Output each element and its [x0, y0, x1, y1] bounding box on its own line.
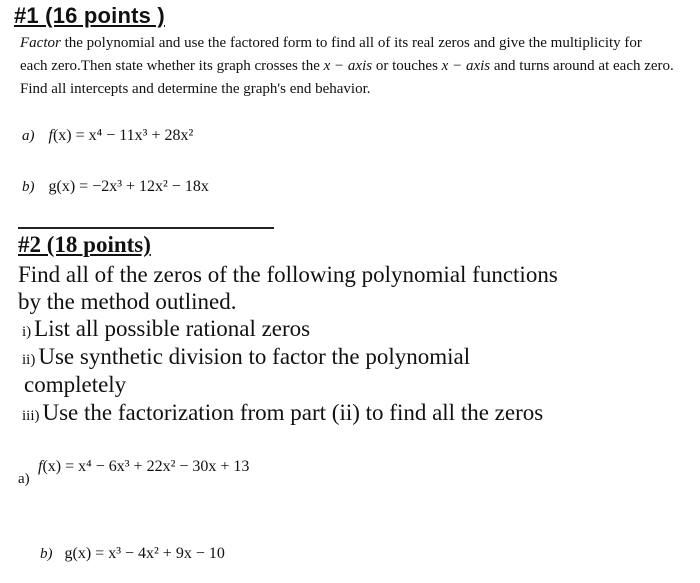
instructions-line2-c: and turns around at each zero. [490, 58, 674, 74]
function-name: g [48, 178, 57, 195]
problem1-instructions-line2 [20, 58, 674, 75]
step-i [22, 316, 310, 342]
expression-rhs: −2x³ + 12x² − 18x [92, 178, 209, 195]
problem2-part-a [38, 458, 249, 476]
problem1-title: #1 (16 points ) [14, 3, 165, 28]
step-iii [22, 400, 543, 426]
expression-lhs: (x) = [42, 458, 79, 475]
part-label: a) [18, 471, 30, 487]
step-text: List all possible rational zeros [34, 316, 311, 341]
step-ii [22, 344, 470, 370]
problem1-instructions-line3: Find all intercepts and determine the graph's end behavior. [20, 81, 371, 97]
problem2-part-a-label [18, 470, 30, 488]
expression-lhs: (x) = [72, 545, 109, 562]
section-divider [18, 227, 274, 229]
expression-lhs: (x) = [52, 127, 89, 144]
problem2-intro-line1: Find all of the zeros of the following polynomial functions [18, 262, 558, 287]
polynomial-expression [49, 178, 209, 195]
expression-rhs: x⁴ − 6x³ + 22x² − 30x + 13 [78, 458, 250, 475]
part-label: b) [40, 546, 53, 562]
expression-rhs: x³ − 4x² + 9x − 10 [108, 545, 225, 562]
function-name: f [38, 458, 43, 475]
step-text: Use the factorization from part (ii) to find all the zeros [42, 400, 544, 425]
step-roman: iii) [22, 408, 40, 424]
problem1-part-b [22, 178, 209, 196]
expression-rhs: x⁴ − 11x³ + 28x² [88, 127, 194, 144]
factor-word: Factor [20, 35, 61, 51]
problem1-part-a [22, 127, 193, 145]
instructions-line2-a: each zero.Then state whether its graph crosses the [20, 58, 324, 74]
x-axis-term: x − axis [323, 58, 373, 74]
part-label: b) [22, 179, 35, 195]
expression-lhs: (x) = [56, 178, 93, 195]
polynomial-expression [49, 127, 194, 144]
step-roman: i) [22, 324, 32, 340]
x-axis-term: x − axis [441, 58, 491, 74]
instructions-line2-b: or touches [372, 58, 442, 74]
problem2-intro-line2: by the method outlined. [18, 289, 237, 314]
instructions-line1-rest: the polynomial and use the factored form to find all of its real zeros and give the multiplicity for [60, 35, 642, 51]
function-name: g [64, 545, 73, 562]
step-text: completely [24, 372, 127, 397]
polynomial-expression [65, 545, 225, 562]
function-name: f [48, 127, 53, 144]
problem2-title: #2 (18 points) [18, 232, 151, 257]
step-roman: ii) [22, 352, 36, 368]
step-text: Use synthetic division to factor the polynomial [38, 344, 471, 369]
problem2-part-b [40, 545, 225, 563]
problem1-instructions-line1 [20, 35, 642, 52]
part-label: a) [22, 128, 35, 144]
step-ii-continued [24, 372, 126, 398]
